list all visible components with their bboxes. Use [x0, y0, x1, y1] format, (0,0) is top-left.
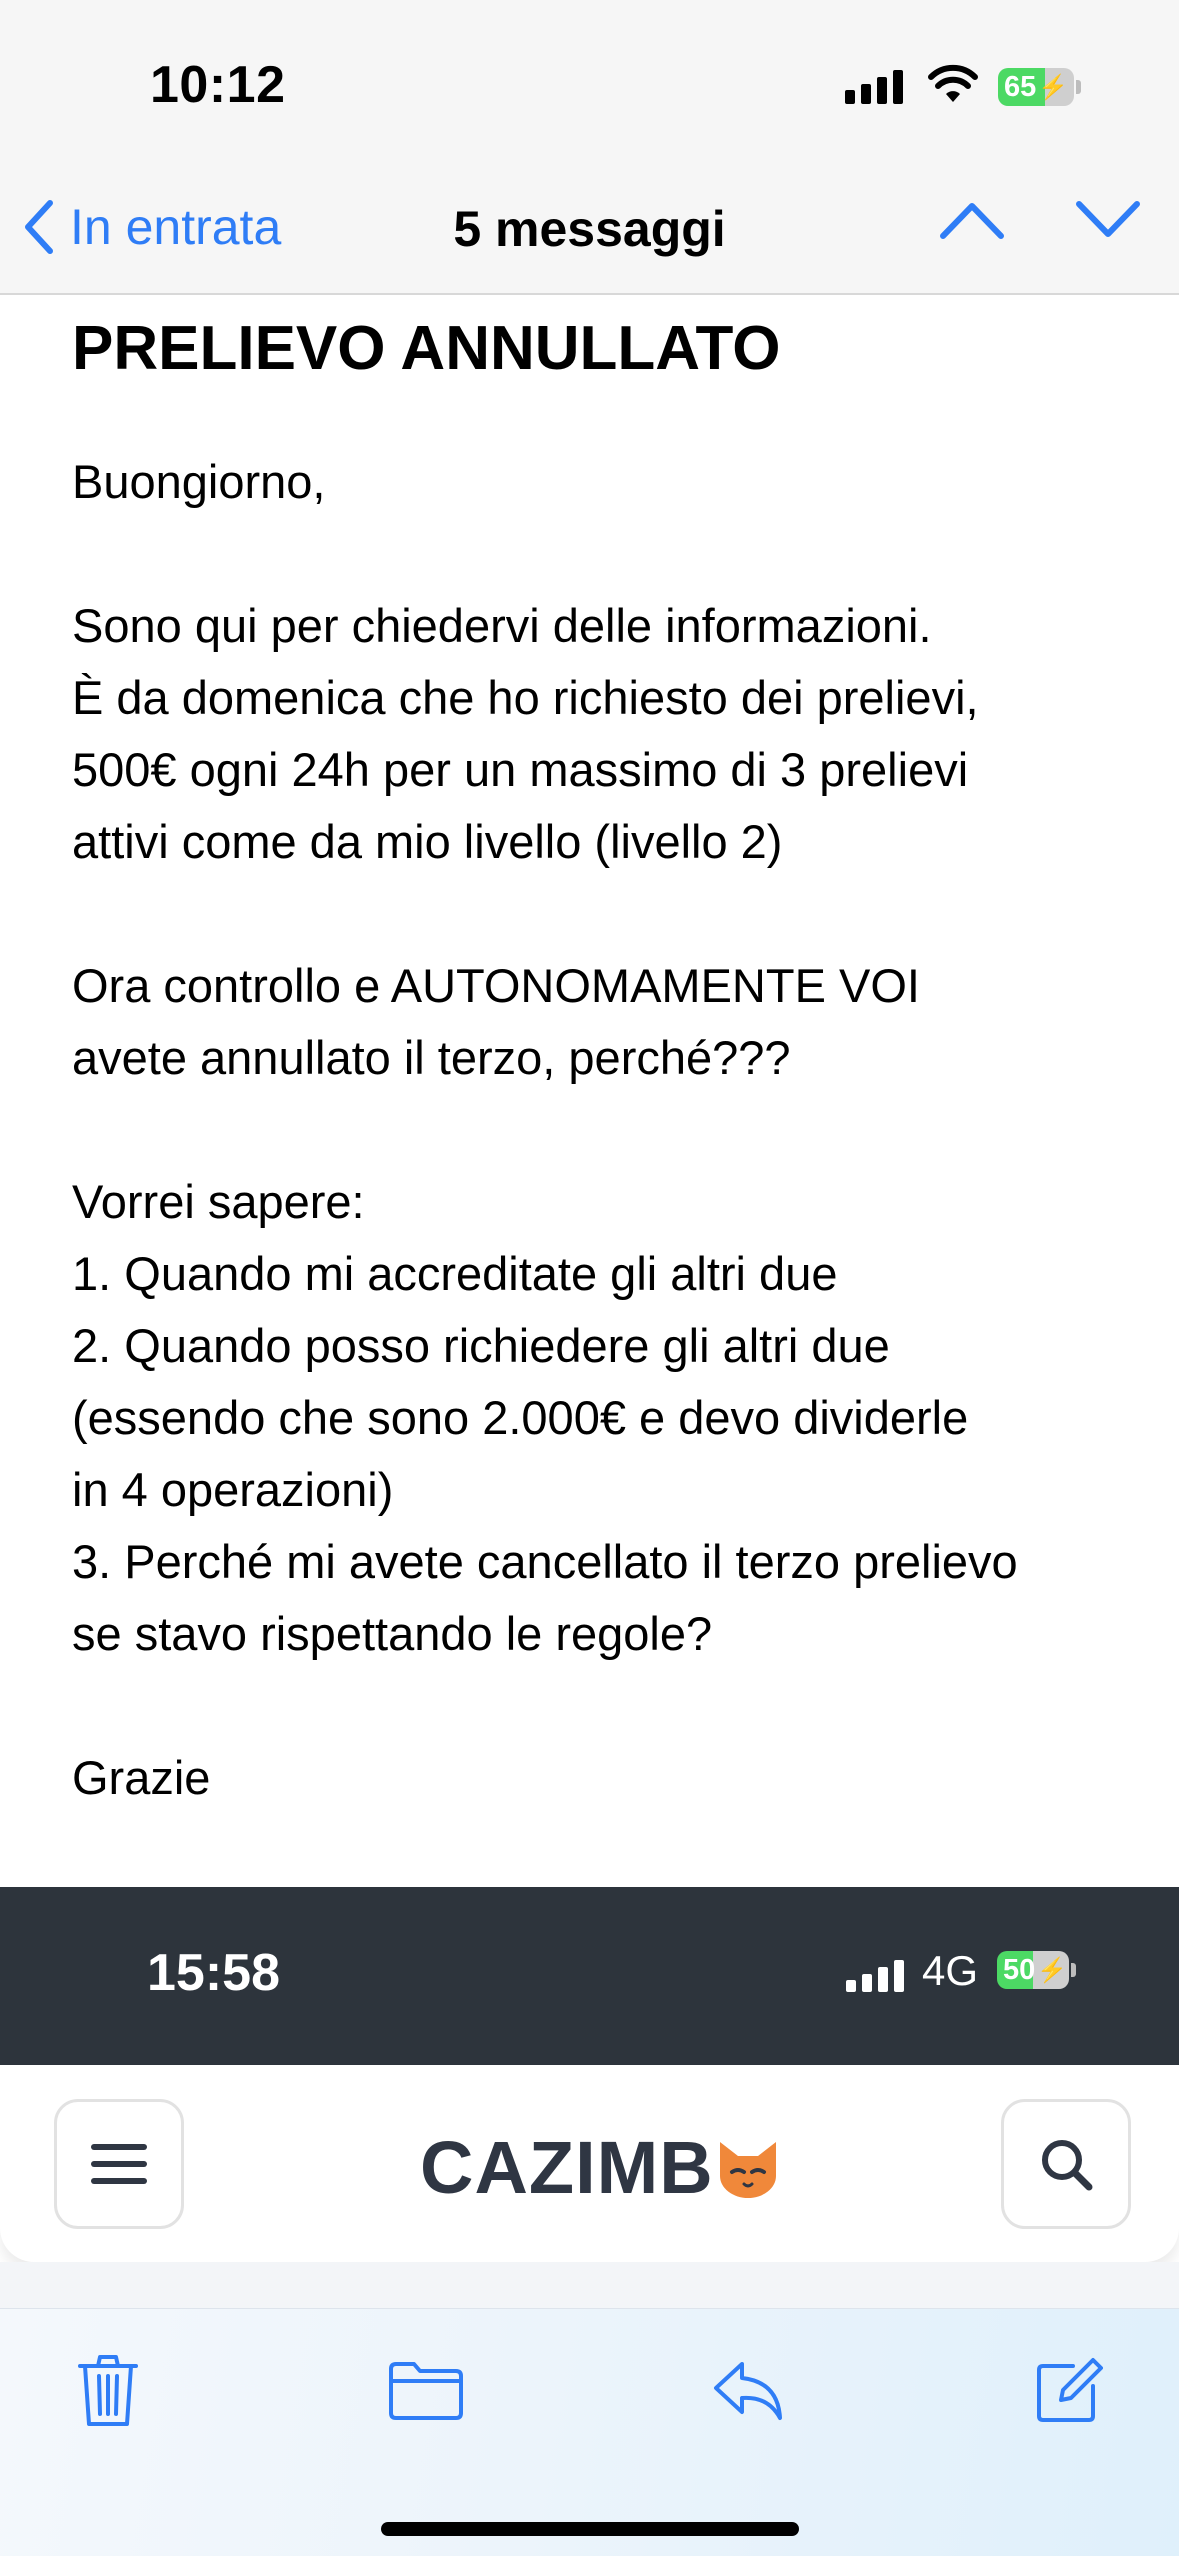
back-label: In entrata	[70, 199, 282, 255]
folder-icon	[388, 2361, 464, 2421]
compose-icon	[1033, 2356, 1103, 2426]
search-icon	[1038, 2136, 1094, 2192]
cazimbo-logo	[420, 2125, 780, 2210]
battery-indicator: 50 ⚡	[997, 1951, 1076, 1989]
status-bar	[0, 0, 1179, 170]
embedded-site-header	[0, 2065, 1179, 2262]
battery-indicator: 65 ⚡	[998, 68, 1081, 106]
mail-line: Sono qui per chiedervi delle informazioni.	[72, 599, 932, 653]
status-time: 10:12	[150, 56, 286, 114]
move-button[interactable]	[386, 2351, 466, 2431]
hamburger-icon	[91, 2142, 147, 2186]
cellular-signal-icon	[846, 1960, 904, 1992]
mail-line: 1. Quando mi accreditate gli altri due	[72, 1247, 838, 1301]
battery-level: 65	[1004, 70, 1037, 103]
chevron-up-icon[interactable]	[939, 200, 1005, 240]
embedded-status-bar	[0, 1887, 1179, 2065]
mail-line: 2. Quando posso richiedere gli altri due	[72, 1319, 890, 1373]
mail-line: in 4 operazioni)	[72, 1463, 394, 1517]
trash-icon	[78, 2354, 138, 2428]
mail-toolbar	[0, 2308, 1179, 2556]
network-type: 4G	[922, 1947, 979, 1994]
menu-button	[54, 2099, 184, 2229]
mail-greeting: Buongiorno,	[72, 455, 326, 509]
battery-level: 50	[1003, 1953, 1036, 1986]
mail-nav-bar	[0, 170, 1179, 295]
mail-line: 500€ ogni 24h per un massimo di 3 prelievi	[72, 743, 969, 797]
nav-title: 5 messaggi	[453, 201, 726, 257]
chevron-down-icon[interactable]	[1075, 200, 1141, 240]
mail-line: attivi come da mio livello (livello 2)	[72, 815, 783, 869]
mail-line: È da domenica che ho richiesto dei prelievi,	[72, 671, 979, 725]
mail-subject: PRELIEVO ANNULLATO	[72, 314, 781, 383]
mail-line: se stavo rispettando le regole?	[72, 1607, 713, 1661]
home-indicator[interactable]	[381, 2522, 799, 2536]
mail-line: avete annullato il terzo, perché???	[72, 1031, 791, 1085]
mail-line: Ora controllo e AUTONOMAMENTE VOI	[72, 959, 920, 1013]
cellular-signal-icon	[845, 70, 903, 104]
compose-button[interactable]	[1028, 2351, 1108, 2431]
mail-closing: Grazie	[72, 1751, 211, 1805]
logo-text: CAZIMB	[420, 2126, 714, 2209]
delete-button[interactable]	[68, 2351, 148, 2431]
mail-line: (essendo che sono 2.000€ e devo dividerle	[72, 1391, 969, 1445]
search-button	[1001, 2099, 1131, 2229]
reply-button[interactable]	[708, 2351, 788, 2431]
mail-line: 3. Perché mi avete cancellato il terzo prelievo	[72, 1535, 1018, 1589]
cat-face-icon	[716, 2136, 780, 2200]
reply-icon	[712, 2360, 784, 2422]
embedded-status-time: 15:58	[147, 1944, 280, 2002]
wifi-icon	[928, 64, 978, 104]
mail-body	[72, 298, 1132, 1814]
mail-line: Vorrei sapere:	[72, 1175, 365, 1229]
embedded-content-gap	[0, 2262, 1179, 2310]
